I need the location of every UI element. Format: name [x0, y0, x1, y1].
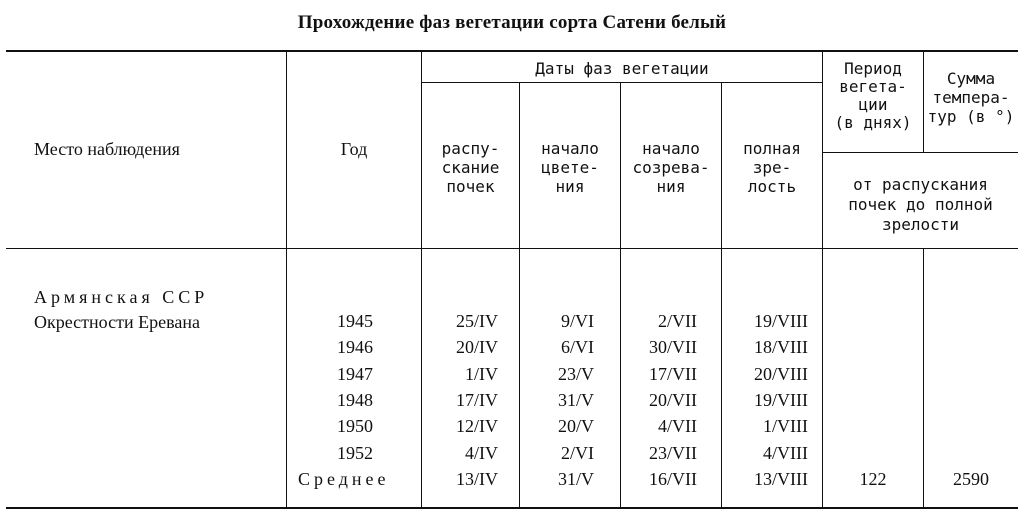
header-range: от распускания почек до полной зрелости	[848, 175, 993, 234]
header-place: Место наблюдения	[34, 139, 180, 159]
cell-year: 1947	[337, 364, 373, 384]
cell-year: 1945	[337, 311, 373, 331]
cell-ripen: 30/VII	[649, 337, 697, 357]
header-period: Период вегета- ции (в днях)	[834, 59, 912, 132]
dates-group-rule	[422, 82, 822, 83]
range-rule	[822, 152, 1018, 153]
col-divider	[286, 52, 287, 507]
average-period: 122	[859, 469, 887, 489]
top-rule	[6, 50, 1018, 52]
average-temp: 2590	[953, 469, 989, 489]
header-flower: начало цвете- ния	[541, 139, 599, 196]
cell-flower: 6/VI	[561, 337, 594, 357]
header-temp: Сумма темпера- тур (в °)	[927, 69, 1015, 126]
header-dates-group: Даты фаз вегетации	[535, 59, 709, 78]
cell-mature: 4/VIII	[763, 443, 808, 463]
average-flower: 31/V	[558, 469, 594, 489]
cell-ripen: 20/VII	[649, 390, 697, 410]
header-mature: полная зре- лость	[743, 139, 801, 196]
cell-flower: 31/V	[558, 390, 594, 410]
cell-flower: 23/V	[558, 364, 594, 384]
cell-mature: 1/VIII	[763, 416, 808, 436]
average-ripen: 16/VII	[649, 469, 697, 489]
cell-flower: 20/V	[558, 416, 594, 436]
cell-year: 1952	[337, 443, 373, 463]
cell-bud: 12/IV	[456, 416, 498, 436]
header-ripen: начало созрева- ния	[632, 139, 710, 196]
cell-ripen: 23/VII	[649, 443, 697, 463]
cell-bud: 1/IV	[465, 364, 498, 384]
cell-mature: 19/VIII	[754, 311, 808, 331]
header-bottom-rule	[6, 248, 1018, 249]
col-divider	[421, 52, 422, 507]
bottom-rule	[6, 507, 1018, 509]
cell-bud: 20/IV	[456, 337, 498, 357]
cell-bud: 17/IV	[456, 390, 498, 410]
cell-mature: 19/VIII	[754, 390, 808, 410]
cell-ripen: 2/VII	[658, 311, 697, 331]
cell-flower: 2/VI	[561, 443, 594, 463]
table-title: Прохождение фаз вегетации сорта Сатени белый	[297, 12, 727, 33]
cell-bud: 25/IV	[456, 311, 498, 331]
cell-ripen: 4/VII	[658, 416, 697, 436]
place-region: Армянская ССР	[34, 287, 209, 307]
header-bud: распу- скание почек	[441, 139, 500, 196]
average-bud: 13/IV	[456, 469, 498, 489]
cell-flower: 9/VI	[561, 311, 594, 331]
header-year: Год	[340, 139, 368, 159]
cell-mature: 18/VIII	[754, 337, 808, 357]
cell-year: 1948	[337, 390, 373, 410]
place-locality: Окрестности Еревана	[34, 312, 200, 332]
average-mature: 13/VIII	[754, 469, 808, 489]
cell-mature: 20/VIII	[754, 364, 808, 384]
cell-ripen: 17/VII	[649, 364, 697, 384]
average-label: Среднее	[298, 469, 390, 489]
cell-bud: 4/IV	[465, 443, 498, 463]
cell-year: 1950	[337, 416, 373, 436]
cell-year: 1946	[337, 337, 373, 357]
